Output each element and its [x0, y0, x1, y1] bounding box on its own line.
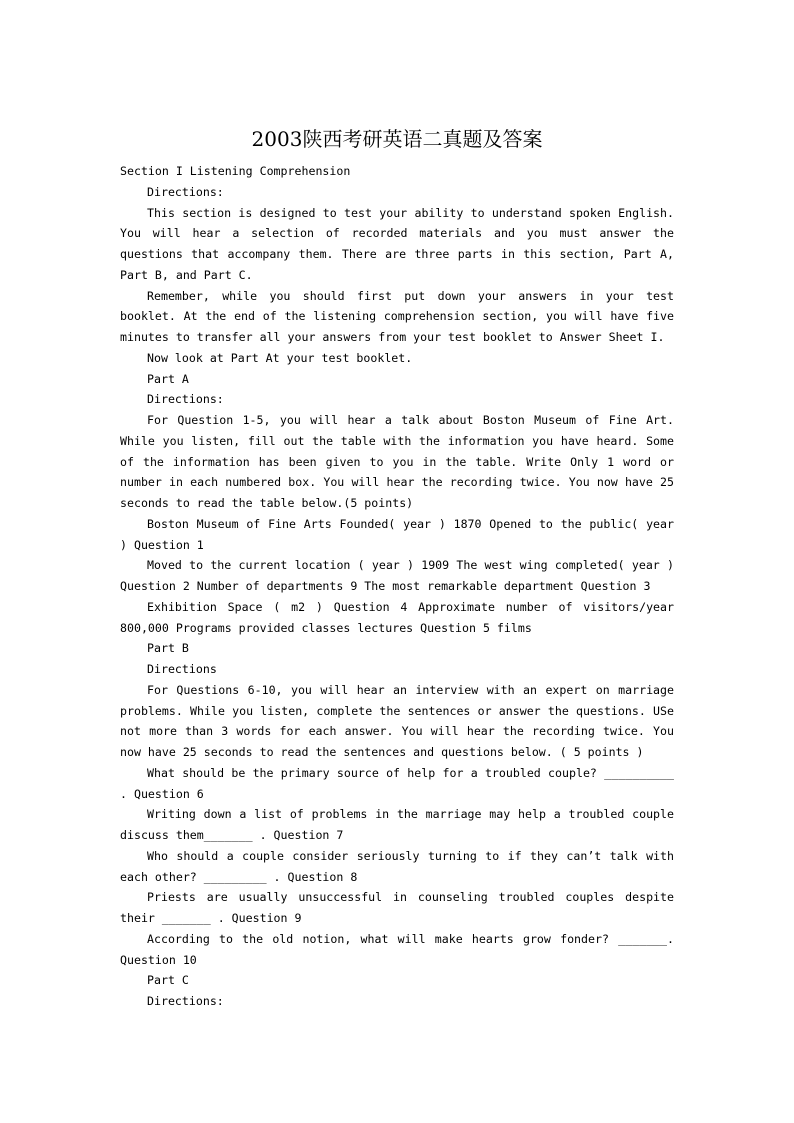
paragraph: What should be the primary source of help for a troubled couple? __________ . Question 6 [120, 765, 674, 801]
paragraph: Part A [147, 371, 189, 386]
paragraph: Now look at Part At your test booklet. [147, 350, 413, 365]
paragraph: Section I Listening Comprehension [120, 164, 351, 178]
paragraph: Exhibition Space ( m2 ) Question 4 Approximate number of visitors/year 800,000 Programs provided classes lectures Question 5 films [120, 599, 674, 635]
paragraph: Directions: [147, 994, 224, 1008]
document-title: 2003陕西考研英语二真题及答案 [251, 127, 543, 151]
paragraph: This section is designed to test your ability to understand spoken English. You will hear a selection of recorded materials and you must answer the questions that accompany them. There are three parts in this section, Part A, Part B, and Part C. [120, 205, 674, 282]
paragraph: Remember, while you should first put down your answers in your test booklet. At the end of the listening comprehension section, you will have five minutes to transfer all your answers from your test booklet to Answer Sheet I. [120, 288, 674, 344]
paragraph: Directions: [147, 392, 224, 407]
document-body [120, 161, 674, 1012]
paragraph: Who should a couple consider seriously turning to if they can’t talk with each other? _________ . Question 8 [120, 848, 674, 884]
paragraph: Boston Museum of Fine Arts Founded( year ) 1870 Opened to the public( year ) Question 1 [120, 516, 674, 552]
paragraph: For Questions 6-10, you will hear an interview with an expert on marriage problems. While you listen, complete the sentences or answer the questions. USe not more than 3 words for each answer. You will hear the recording twice. You now have 25 seconds to read the sentences and questions below. ( 5 points ) [120, 682, 674, 759]
paragraph: Part B [147, 641, 189, 656]
paragraph: Directions: [147, 184, 224, 199]
paragraph: Moved to the current location ( year ) 1909 The west wing completed( year ) Question 2 Number of departments 9 The most remarkable department Question 3 [120, 558, 674, 593]
paragraph: Priests are usually unsuccessful in counseling troubled couples despite their _______ . Question 9 [120, 890, 674, 925]
paragraph: Writing down a list of problems in the marriage may help a troubled couple discuss them_______ . Question 7 [120, 807, 674, 842]
paragraph: Directions [147, 662, 217, 676]
paragraph: According to the old notion, what will make hearts grow fonder? _______. Question 10 [120, 931, 674, 967]
paragraph: Part C [147, 973, 189, 988]
paragraph: For Question 1-5, you will hear a talk about Boston Museum of Fine Art. While you listen, fill out the table with the information you have heard. Some of the information has been given to you in the table. Write Only 1 word or number in each numbered box. You will hear the recording twice. You now have 25 seconds to read the table below.(5 points) [120, 413, 674, 510]
